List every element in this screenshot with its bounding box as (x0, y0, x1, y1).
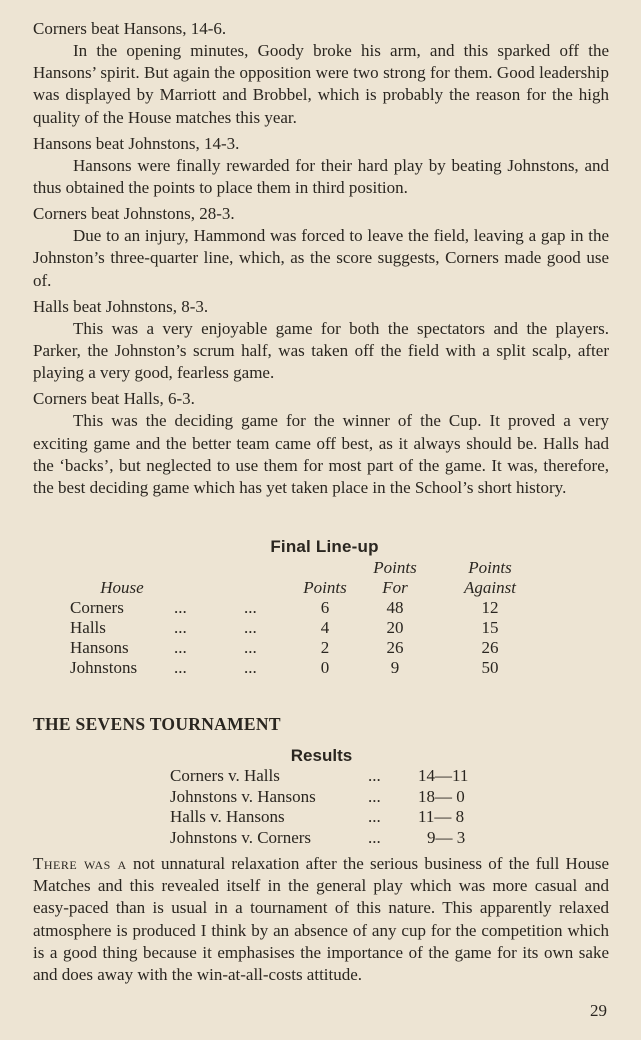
results-subheading: Results (290, 746, 353, 765)
points-for-header: For (382, 578, 408, 597)
page-number: 29 (590, 1001, 607, 1020)
leader-dots: ... (244, 618, 257, 637)
match-score: 9— 3 (427, 827, 466, 847)
table-row (70, 638, 540, 658)
points-against-value: 50 (481, 658, 499, 677)
sevens-results-table (170, 766, 497, 848)
points-for-header-top: Points (373, 558, 417, 577)
points-for-value: 48 (386, 598, 404, 617)
match-result-heading: Halls beat Johnstons, 8-3. (33, 296, 209, 316)
leader-dots: ... (174, 658, 187, 677)
match-result-heading: Corners beat Hansons, 14-6. (33, 19, 227, 38)
final-lineup-title: Final Line-up (270, 537, 379, 556)
sevens-report-text: not unnatural relaxation after the serious business of the full House Matches and this revealed itself in the general play which was more casual and easy-paced than is usual in a tournament of this nature. This apparently relaxed atmosphere is produced I think by an absence of any cup for the competition which is a good thing because it emphasises the importance of the game for its own sake and does away with the win-at-all-costs attitude. (33, 854, 610, 985)
leader-dots: ... (174, 618, 187, 637)
house-name: Corners (70, 598, 124, 617)
points-value: 6 (320, 598, 330, 617)
house-matches-section (33, 18, 609, 503)
match-teams: Johnstons v. Hansons (170, 786, 316, 806)
match-score: 11— 8 (418, 807, 465, 826)
table-header-row (70, 578, 540, 598)
table-row (70, 658, 540, 678)
lead-in-smallcaps: There was a (33, 854, 127, 873)
leader-dots: ... (174, 638, 187, 657)
points-value: 2 (320, 638, 330, 657)
leader-dots: ... (244, 598, 257, 617)
table-row (170, 766, 497, 787)
house-name: Hansons (70, 638, 129, 657)
match-result-heading: Hansons beat Johnstons, 14-3. (33, 133, 240, 153)
points-against-header-top: Points (468, 558, 512, 577)
match-teams: Halls v. Hansons (170, 807, 285, 826)
points-value: 0 (320, 658, 330, 677)
match-result-heading: Corners beat Johnstons, 28-3. (33, 204, 235, 224)
table-row (70, 598, 540, 618)
points-for-value: 26 (386, 638, 404, 657)
match-result-heading: Corners beat Halls, 6-3. (33, 389, 195, 409)
house-name: Johnstons (70, 658, 138, 677)
house-name: Halls (70, 618, 106, 637)
final-lineup-table (70, 558, 540, 678)
match-report-paragraph: This was a very enjoyable game for both the spectators and the players. Parker, the Johnston’s scrum half, was taken off the field with a split scalp, after playing a very good, fearless game. (33, 318, 609, 383)
points-for-value: 9 (390, 658, 400, 677)
table-row (170, 787, 497, 808)
match-report-paragraph: In the opening minutes, Goody broke his arm, and this sparked off the Hansons’ spirit. But again the opposition were two strong for them. Good leadership was displayed by Marriott and Brobbel, which is probably the reason for the high quality of the House matches this year. (33, 41, 609, 127)
leader-dots: ... (368, 766, 381, 785)
match-score: 18— 0 (418, 786, 465, 806)
match-report-paragraph: Due to an injury, Hammond was forced to leave the field, leaving a gap in the Johnston’s three-quarter line, which, as the score suggests, Corners made good use of. (33, 226, 609, 290)
house-header: House (100, 578, 144, 597)
points-value: 4 (320, 618, 330, 637)
points-against-value: 12 (481, 598, 499, 617)
sevens-tournament-heading: THE SEVENS TOURNAMENT (33, 714, 281, 734)
leader-dots: ... (368, 807, 381, 826)
table-row (70, 618, 540, 638)
table-row (170, 807, 497, 828)
points-for-value: 20 (386, 618, 404, 637)
match-teams: Corners v. Halls (170, 766, 280, 785)
match-teams: Johnstons v. Corners (170, 827, 312, 847)
table-header-row-top (70, 558, 540, 578)
points-header: Points (303, 578, 347, 597)
sevens-report-paragraph (33, 853, 609, 986)
leader-dots: ... (244, 638, 257, 657)
points-against-header: Against (464, 578, 516, 597)
points-against-value: 15 (481, 618, 499, 637)
leader-dots: ... (368, 827, 381, 847)
match-report-paragraph: This was the deciding game for the winner of the Cup. It proved a very exciting game and the better team came off best, as it always should be. Halls had the ‘backs’, but neglected to use them for most part of the game. It was, therefore, the best deciding game which has yet taken place in the School’s short history. (33, 411, 609, 498)
table-row (170, 828, 497, 849)
leader-dots: ... (368, 786, 381, 806)
leader-dots: ... (174, 598, 187, 617)
match-score: 14—11 (418, 766, 469, 785)
points-against-value: 26 (481, 638, 499, 657)
leader-dots: ... (244, 658, 257, 677)
match-report-paragraph: Hansons were finally rewarded for their hard play by beating Johnstons, and thus obtained the points to place them in third position. (33, 155, 609, 198)
